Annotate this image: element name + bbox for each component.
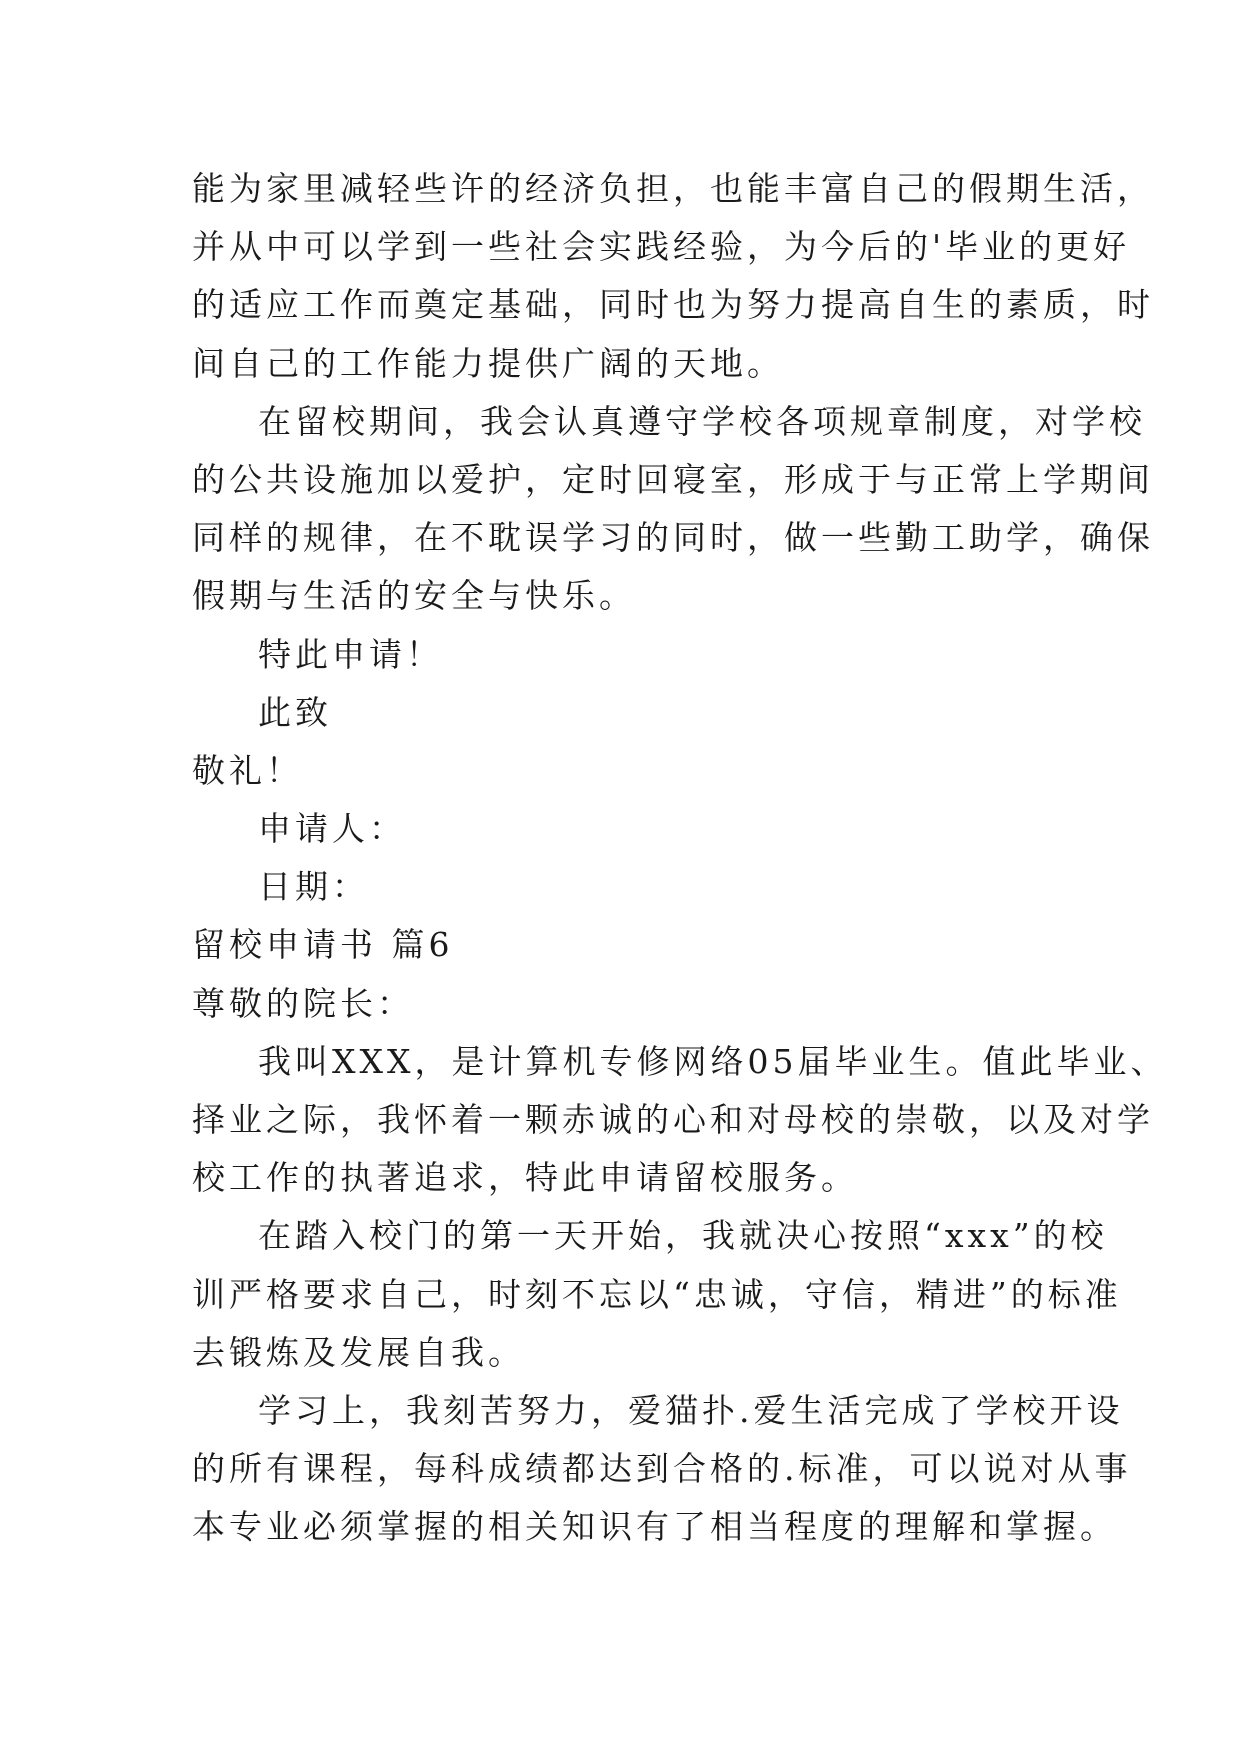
text-line: 日期： [258,867,369,907]
text-line: 同样的规律，在不耽误学习的同时，做一些勤工助学，确保 [192,518,1154,558]
text-line: 并从中可以学到一些社会实践经验，为今后的'毕业的更好 [192,227,1131,267]
text-line: 学习上，我刻苦努力，爱猫扑.爱生活完成了学校开设 [258,1390,1124,1430]
text-line: 申请人： [258,809,406,849]
text-line: 在留校期间，我会认真遵守学校各项规章制度，对学校 [258,401,1146,441]
text-line: 间自己的工作能力提供广阔的天地。 [192,343,784,383]
text-line: 本专业必须掌握的相关知识有了相当程度的理解和掌握。 [192,1507,1117,1547]
text-line: 校工作的执著追求，特此申请留校服务。 [192,1158,858,1198]
text-line: 训严格要求自己，时刻不忘以“忠诚，守信，精进”的标准 [192,1274,1122,1314]
text-line: 尊敬的院长： [192,983,414,1023]
text-line: 此致 [258,692,332,732]
text-line: 去锻炼及发展自我。 [192,1332,525,1372]
text-line: 留校申请书 篇6 [192,925,454,965]
text-line: 敬礼！ [192,750,303,790]
text-line: 择业之际，我怀着一颗赤诚的心和对母校的崇敬，以及对学 [192,1100,1154,1139]
text-line: 我叫XXX，是计算机专修网络05届毕业生。值此毕业、 [258,1041,1168,1081]
text-line: 的公共设施加以爱护，定时回寝室，形成于与正常上学期间 [192,459,1154,499]
text-line: 的所有课程，每科成绩都达到合格的.标准，可以说对从事 [192,1449,1132,1489]
text-line: 在踏入校门的第一天开始，我就决心按照“xxx”的校 [258,1216,1108,1256]
document-body [192,160,1168,1557]
text-line: 能为家里减轻些许的经济负担，也能丰富自己的假期生活， [192,169,1154,208]
text-line: 假期与生活的安全与快乐。 [192,576,636,616]
text-line: 的适应工作而奠定基础，同时也为努力提高自生的素质，时 [192,285,1154,325]
text-line: 特此申请！ [258,634,443,674]
